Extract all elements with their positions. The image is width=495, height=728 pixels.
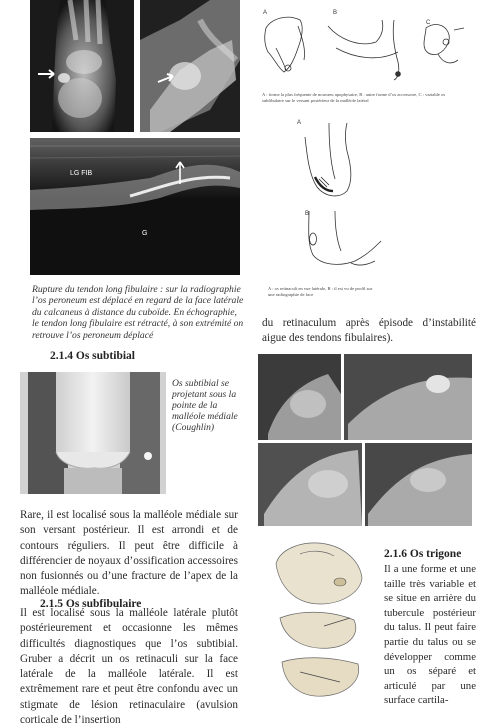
panel-label-b-mid: B [305,211,310,217]
body-os-subtibial: Rare, il est localisé sous la malléole médiale sur son versant postérieur. Il est arrondi et de contours réguliers. Il peut être difficile à différencier de noyaux d’ossification accessoires non fusionnés ou d’une fracture de l’apex de la malléole médiale. [20,509,238,598]
body-os-subfibulaire: Il est localisé sous la malléole latérale plutôt postérieurement et occasionne les mêmes difficultés diagnostiques que l’os subtibial. Gruber a décrit un os retinaculi sur la face latérale de la malléole latérale. Il est extrêmement rare et peut être confondu avec un stigmate de lésion retinaculaire (avulsion corticale de l’insertion [20,607,238,727]
heading-os-subfibulaire: 2.1.5 Os subfibulaire [40,598,142,610]
heading-os-subtibial: 2.1.4 Os subtibial [50,350,135,362]
body-os-trigone: Il a une forme et une taille très variable et se situe en arrière du tubercule postérieur du talus. Il peut faire partie du talus ou se développer comme un os séparé et articulé par une surface cartila- [384,563,476,707]
panel-label-a-top: A [263,10,268,16]
us-label-g: G [142,230,148,237]
figure-left-caption: Rupture du tendon long fibulaire : sur la radiographie l’os peroneum est déplacé en regard de la face latérale du calcaneus à distance du cuboïde. En échographie, le tendon long fibulaire est rétracté, à son extrémité on retrouve l’os peroneum déplacé [32,284,244,341]
drawing-os-subfibulaire-variants [258,8,473,86]
panel-label-c-top: C [426,20,431,26]
panel-label-b-top: B [333,10,338,16]
xray-foot-oblique [140,0,240,132]
drawing-talus-os-trigone [270,534,374,700]
xray-foot-frontal [30,0,134,132]
panel-label-a-mid: A [297,120,302,126]
drawing-os-retinaculi [295,115,395,280]
heading-os-trigone: 2.1.6 Os trigone [384,548,462,560]
xray-os-subtibial [20,372,166,494]
figure-right-top-caption: A : forme la plus fréquente de nouvaeu apophysaire, B : autre forme d’os accessoire, C : variable os subfibulaire sur le versant postérieur de la malléole latéral [262,92,446,103]
xray-grid [258,354,472,526]
us-label-lg-fib: LG FIB [70,170,93,177]
figure-right-mid-caption: A : os retinaculi en vue latérale, B : il est vu de profil sur une radiographie de face [268,286,373,297]
right-column-continuation: du retinaculum après épisode d’instabilité aigue des tendons fibulaires). [262,317,476,345]
ultrasound-image [30,138,240,275]
caption-os-subtibial: Os subtibial se projetant sous la pointe de la malléole médiale (Coughlin) [172,378,238,433]
